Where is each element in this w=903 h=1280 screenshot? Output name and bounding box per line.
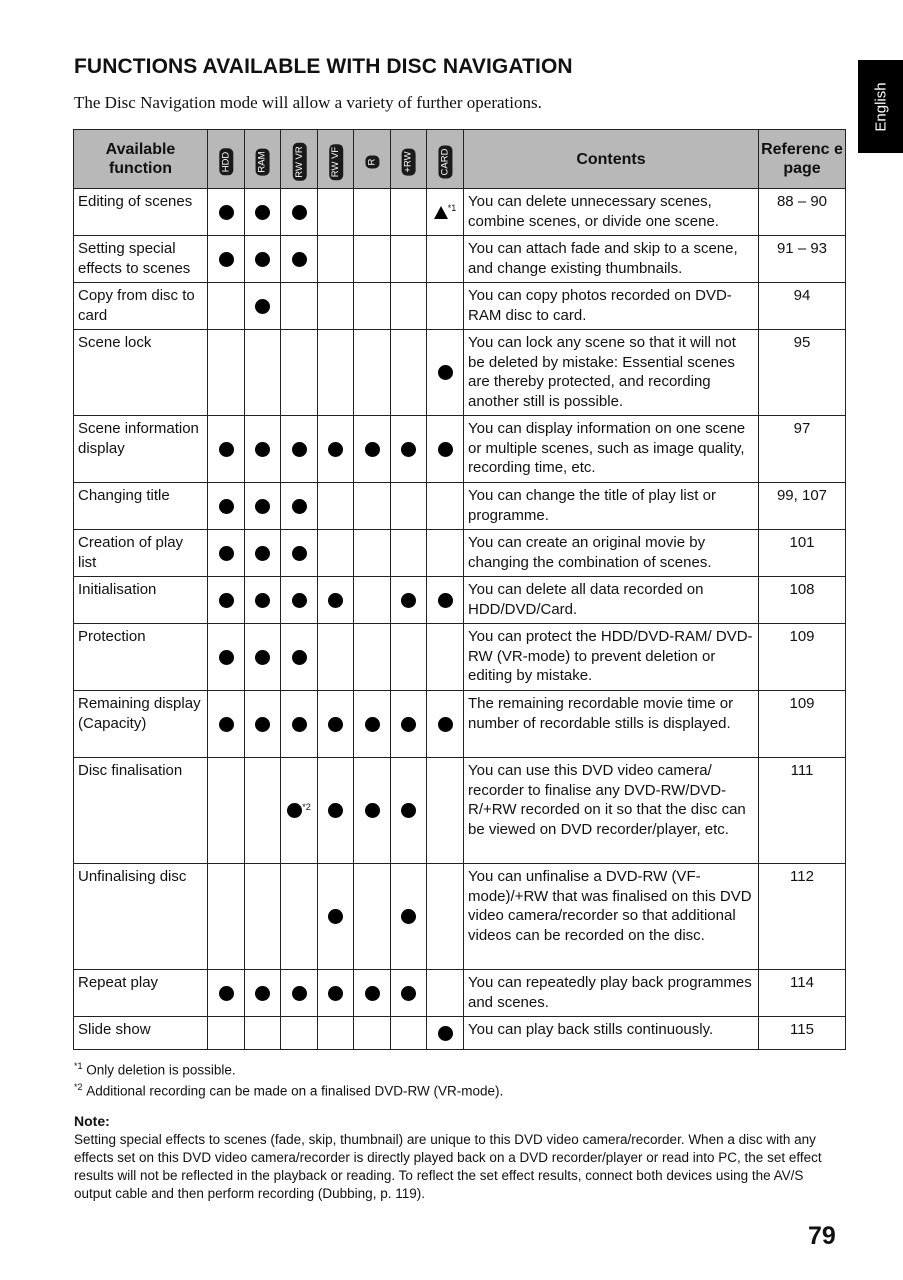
mark-cell-card xyxy=(427,483,464,530)
mark-cell-r xyxy=(354,283,391,330)
media-label: CARD xyxy=(438,145,452,178)
available-dot-icon xyxy=(365,442,380,457)
mark-cell-r xyxy=(354,970,391,1017)
reference-page-cell: 108 xyxy=(759,577,846,624)
mark-cell-plus-rw xyxy=(391,577,427,624)
contents-cell: The remaining recordable movie time or number of recordable stills is displayed. xyxy=(464,691,759,758)
mark-cell-card xyxy=(427,577,464,624)
table-row xyxy=(74,864,846,970)
available-dot-icon xyxy=(328,986,343,1001)
contents-cell: You can copy photos recorded on DVD-RAM disc to card. xyxy=(464,283,759,330)
mark-cell-ram xyxy=(245,189,281,236)
available-dot-icon xyxy=(401,986,416,1001)
table-row xyxy=(74,416,846,483)
mark-cell-r xyxy=(354,624,391,691)
media-label: R xyxy=(365,155,379,168)
contents-cell: You can unfinalise a DVD-RW (VF-mode)/+RW that was finalised on this DVD video camera/recorder so that additional videos can be recorded on the disc. xyxy=(464,864,759,970)
mark-cell-rw-vr xyxy=(281,283,318,330)
available-dot-icon xyxy=(292,499,307,514)
function-name: Unfinalising disc xyxy=(74,864,208,970)
mark-cell-hdd xyxy=(208,283,245,330)
available-dot-icon xyxy=(292,986,307,1001)
available-dot-icon xyxy=(219,252,234,267)
mark-cell-ram xyxy=(245,577,281,624)
mark-cell-r xyxy=(354,577,391,624)
footnote xyxy=(74,1058,503,1079)
available-dot-icon xyxy=(438,593,453,608)
available-dot-icon xyxy=(328,909,343,924)
mark-cell-hdd xyxy=(208,758,245,864)
mark-cell-plus-rw xyxy=(391,330,427,416)
mark-cell-rw-vr xyxy=(281,970,318,1017)
available-dot-icon xyxy=(328,593,343,608)
header-media-plus-rw xyxy=(391,130,427,189)
available-dot-icon xyxy=(328,717,343,732)
contents-cell: You can delete unnecessary scenes, combine scenes, or divide one scene. xyxy=(464,189,759,236)
available-dot-icon xyxy=(219,593,234,608)
reference-page-cell: 109 xyxy=(759,691,846,758)
mark-cell-hdd xyxy=(208,416,245,483)
table-row xyxy=(74,189,846,236)
mark-cell-plus-rw xyxy=(391,624,427,691)
mark-cell-r xyxy=(354,864,391,970)
mark-cell-r xyxy=(354,330,391,416)
mark-cell-hdd xyxy=(208,530,245,577)
mark-cell-ram xyxy=(245,416,281,483)
available-dot-icon xyxy=(365,986,380,1001)
contents-cell: You can create an original movie by changing the combination of scenes. xyxy=(464,530,759,577)
mark-cell-hdd xyxy=(208,189,245,236)
reference-page-cell: 101 xyxy=(759,530,846,577)
header-media-hdd xyxy=(208,130,245,189)
header-contents: Contents xyxy=(464,130,759,189)
mark-cell-rw-vf xyxy=(318,236,354,283)
mark-cell-ram xyxy=(245,483,281,530)
mark-cell-plus-rw xyxy=(391,864,427,970)
mark-cell-plus-rw xyxy=(391,530,427,577)
footnotes xyxy=(74,1058,503,1099)
reference-page-cell: 111 xyxy=(759,758,846,864)
media-label: HDD xyxy=(219,148,233,175)
table-row xyxy=(74,283,846,330)
function-name: Creation of play list xyxy=(74,530,208,577)
contents-cell: You can delete all data recorded on HDD/DVD/Card. xyxy=(464,577,759,624)
mark-cell-ram xyxy=(245,330,281,416)
table-row xyxy=(74,530,846,577)
mark-cell-card xyxy=(427,970,464,1017)
available-dot-icon xyxy=(255,593,270,608)
mark-cell-r xyxy=(354,416,391,483)
function-name: Disc finalisation xyxy=(74,758,208,864)
available-dot-icon xyxy=(401,803,416,818)
header-reference: Referenc e page xyxy=(759,130,846,189)
mark-cell-rw-vr xyxy=(281,624,318,691)
mark-cell-hdd xyxy=(208,236,245,283)
mark-cell-ram xyxy=(245,758,281,864)
available-dot-icon xyxy=(292,252,307,267)
contents-cell: You can play back stills continuously. xyxy=(464,1017,759,1050)
table-body xyxy=(74,189,846,1050)
contents-cell: You can display information on one scene or multiple scenes, such as image quality, recording time, etc. xyxy=(464,416,759,483)
partial-triangle-icon xyxy=(434,206,448,219)
mark-cell-plus-rw xyxy=(391,970,427,1017)
available-dot-icon xyxy=(219,717,234,732)
mark-cell-r xyxy=(354,1017,391,1050)
available-dot-icon xyxy=(401,593,416,608)
available-dot-icon xyxy=(219,650,234,665)
available-dot-icon xyxy=(292,546,307,561)
mark-cell-card xyxy=(427,1017,464,1050)
media-label: RW VF xyxy=(329,143,343,179)
mark-cell-hdd xyxy=(208,691,245,758)
mark-cell-hdd xyxy=(208,624,245,691)
reference-page-cell: 114 xyxy=(759,970,846,1017)
available-dot-icon xyxy=(401,717,416,732)
available-dot-icon xyxy=(365,717,380,732)
media-label: RW VR xyxy=(293,143,307,181)
mark-cell-rw-vf xyxy=(318,691,354,758)
mark-cell-ram xyxy=(245,624,281,691)
available-dot-icon xyxy=(219,546,234,561)
mark-cell-r xyxy=(354,236,391,283)
mark-cell-ram xyxy=(245,1017,281,1050)
language-tab-label: English xyxy=(872,81,889,132)
mark-cell-plus-rw xyxy=(391,236,427,283)
function-name: Changing title xyxy=(74,483,208,530)
mark-cell-rw-vf xyxy=(318,1017,354,1050)
contents-cell: You can change the title of play list or programme. xyxy=(464,483,759,530)
available-dot-icon xyxy=(287,803,302,818)
available-dot-icon xyxy=(438,717,453,732)
media-label: +RW xyxy=(402,148,416,175)
function-name: Repeat play xyxy=(74,970,208,1017)
available-dot-icon xyxy=(255,650,270,665)
available-dot-icon xyxy=(219,205,234,220)
contents-cell: You can repeatedly play back programmes and scenes. xyxy=(464,970,759,1017)
footnote-ref: *1 xyxy=(447,203,457,214)
page-number: 79 xyxy=(808,1222,836,1250)
mark-cell-rw-vr xyxy=(281,691,318,758)
header-media-r xyxy=(354,130,391,189)
reference-page-cell: 95 xyxy=(759,330,846,416)
available-dot-icon xyxy=(292,205,307,220)
mark-cell-plus-rw xyxy=(391,483,427,530)
mark-cell-rw-vr xyxy=(281,758,318,864)
functions-table xyxy=(73,129,846,1050)
available-dot-icon xyxy=(365,803,380,818)
available-dot-icon xyxy=(255,299,270,314)
intro-text: The Disc Navigation mode will allow a variety of further operations. xyxy=(74,93,542,112)
available-dot-icon xyxy=(401,442,416,457)
mark-cell-rw-vr xyxy=(281,1017,318,1050)
table-row xyxy=(74,577,846,624)
footnote xyxy=(74,1079,503,1100)
available-dot-icon xyxy=(328,442,343,457)
reference-page-cell: 97 xyxy=(759,416,846,483)
available-dot-icon xyxy=(292,593,307,608)
header-media-rw-vr xyxy=(281,130,318,189)
available-dot-icon xyxy=(292,650,307,665)
available-dot-icon xyxy=(219,442,234,457)
table-row xyxy=(74,1017,846,1050)
mark-cell-rw-vr xyxy=(281,483,318,530)
mark-cell-plus-rw xyxy=(391,283,427,330)
mark-cell-r xyxy=(354,483,391,530)
mark-cell-rw-vf xyxy=(318,416,354,483)
mark-cell-card xyxy=(427,416,464,483)
function-name: Slide show xyxy=(74,1017,208,1050)
reference-page-cell: 115 xyxy=(759,1017,846,1050)
header-media-card xyxy=(427,130,464,189)
contents-cell: You can lock any scene so that it will not be deleted by mistake: Essential scenes are thereby protected, and recording another still is possible. xyxy=(464,330,759,416)
mark-cell-plus-rw xyxy=(391,416,427,483)
mark-cell-rw-vf xyxy=(318,864,354,970)
available-dot-icon xyxy=(292,717,307,732)
mark-cell-hdd xyxy=(208,330,245,416)
available-dot-icon xyxy=(255,205,270,220)
reference-page-cell: 91 – 93 xyxy=(759,236,846,283)
table-row xyxy=(74,624,846,691)
mark-cell-ram xyxy=(245,283,281,330)
available-dot-icon xyxy=(328,803,343,818)
mark-cell-hdd xyxy=(208,1017,245,1050)
mark-cell-plus-rw xyxy=(391,758,427,864)
mark-cell-ram xyxy=(245,970,281,1017)
mark-cell-card xyxy=(427,691,464,758)
footnote-ref: *2 xyxy=(302,801,311,812)
reference-page-cell: 88 – 90 xyxy=(759,189,846,236)
function-name: Scene lock xyxy=(74,330,208,416)
mark-cell-card xyxy=(427,864,464,970)
mark-cell-rw-vr xyxy=(281,530,318,577)
mark-cell-ram xyxy=(245,691,281,758)
function-name: Copy from disc to card xyxy=(74,283,208,330)
mark-cell-rw-vr xyxy=(281,864,318,970)
header-function: Available function xyxy=(74,130,208,189)
mark-cell-hdd xyxy=(208,970,245,1017)
available-dot-icon xyxy=(255,442,270,457)
function-name: Initialisation xyxy=(74,577,208,624)
footnote-text: Additional recording can be made on a finalised DVD-RW (VR-mode). xyxy=(86,1083,504,1098)
mark-cell-card xyxy=(427,624,464,691)
table-row xyxy=(74,483,846,530)
function-name: Remaining display (Capacity) xyxy=(74,691,208,758)
mark-cell-rw-vr xyxy=(281,577,318,624)
mark-cell-rw-vf xyxy=(318,577,354,624)
contents-cell: You can use this DVD video camera/ recorder to finalise any DVD-RW/DVD-R/+RW recorded on it so that the disc can be viewed on DVD recorder/player, etc. xyxy=(464,758,759,864)
available-dot-icon xyxy=(438,1026,453,1041)
reference-page-cell: 109 xyxy=(759,624,846,691)
available-dot-icon xyxy=(255,717,270,732)
mark-cell-rw-vr xyxy=(281,189,318,236)
mark-cell-card xyxy=(427,283,464,330)
mark-cell-ram xyxy=(245,530,281,577)
mark-cell-card xyxy=(427,330,464,416)
mark-cell-r xyxy=(354,530,391,577)
mark-cell-card xyxy=(427,758,464,864)
mark-cell-card xyxy=(427,189,464,236)
function-name: Setting special effects to scenes xyxy=(74,236,208,283)
page-title: FUNCTIONS AVAILABLE WITH DISC NAVIGATION xyxy=(74,55,573,78)
mark-cell-ram xyxy=(245,236,281,283)
available-dot-icon xyxy=(255,546,270,561)
footnote-mark: *1 xyxy=(74,1061,83,1071)
reference-page-cell: 94 xyxy=(759,283,846,330)
mark-cell-rw-vf xyxy=(318,330,354,416)
media-label: RAM xyxy=(256,148,270,175)
available-dot-icon xyxy=(438,365,453,380)
mark-cell-rw-vf xyxy=(318,624,354,691)
mark-cell-rw-vf xyxy=(318,283,354,330)
table-row xyxy=(74,970,846,1017)
mark-cell-plus-rw xyxy=(391,691,427,758)
mark-cell-hdd xyxy=(208,483,245,530)
function-name: Scene information display xyxy=(74,416,208,483)
header-media-rw-vf xyxy=(318,130,354,189)
available-dot-icon xyxy=(219,986,234,1001)
mark-cell-hdd xyxy=(208,577,245,624)
header-media-ram xyxy=(245,130,281,189)
available-dot-icon xyxy=(292,442,307,457)
footnote-mark: *2 xyxy=(74,1081,83,1092)
note-heading: Note: xyxy=(74,1113,110,1129)
mark-cell-rw-vf xyxy=(318,530,354,577)
mark-cell-plus-rw xyxy=(391,1017,427,1050)
available-dot-icon xyxy=(255,499,270,514)
contents-cell: You can protect the HDD/DVD-RAM/ DVD-RW (VR-mode) to prevent deletion or editing by mistake. xyxy=(464,624,759,691)
mark-cell-rw-vr xyxy=(281,416,318,483)
language-tab xyxy=(858,60,903,153)
mark-cell-card xyxy=(427,236,464,283)
mark-cell-rw-vf xyxy=(318,970,354,1017)
mark-cell-ram xyxy=(245,864,281,970)
available-dot-icon xyxy=(255,252,270,267)
table-row xyxy=(74,758,846,864)
table-header-row xyxy=(74,130,846,189)
contents-cell: You can attach fade and skip to a scene, and change existing thumbnails. xyxy=(464,236,759,283)
mark-cell-rw-vr xyxy=(281,330,318,416)
mark-cell-r xyxy=(354,691,391,758)
reference-page-cell: 99, 107 xyxy=(759,483,846,530)
mark-cell-rw-vr xyxy=(281,236,318,283)
function-name: Editing of scenes xyxy=(74,189,208,236)
table-row xyxy=(74,691,846,758)
mark-cell-rw-vf xyxy=(318,483,354,530)
available-dot-icon xyxy=(219,499,234,514)
mark-cell-rw-vf xyxy=(318,189,354,236)
footnote-text: Only deletion is possible. xyxy=(86,1062,236,1078)
mark-cell-rw-vf xyxy=(318,758,354,864)
mark-cell-hdd xyxy=(208,864,245,970)
mark-cell-card xyxy=(427,530,464,577)
available-dot-icon xyxy=(401,909,416,924)
table-row xyxy=(74,236,846,283)
mark-cell-r xyxy=(354,189,391,236)
function-name: Protection xyxy=(74,624,208,691)
reference-page-cell: 112 xyxy=(759,864,846,970)
available-dot-icon xyxy=(438,442,453,457)
available-dot-icon xyxy=(255,986,270,1001)
mark-cell-plus-rw xyxy=(391,189,427,236)
mark-cell-r xyxy=(354,758,391,864)
table-row xyxy=(74,330,846,416)
note-body: Setting special effects to scenes (fade, skip, thumbnail) are unique to this DVD video camera/recorder. When a disc with any effects set on this DVD video camera/recorder is directly played back on a DVD recorder/player or read into PC, the set effect results will not be reflected in the playback or reading. To reflect the set effect results, connect both devices using the AV/S output cable and then perform recording (Dubbing, p. 119). xyxy=(74,1132,822,1201)
